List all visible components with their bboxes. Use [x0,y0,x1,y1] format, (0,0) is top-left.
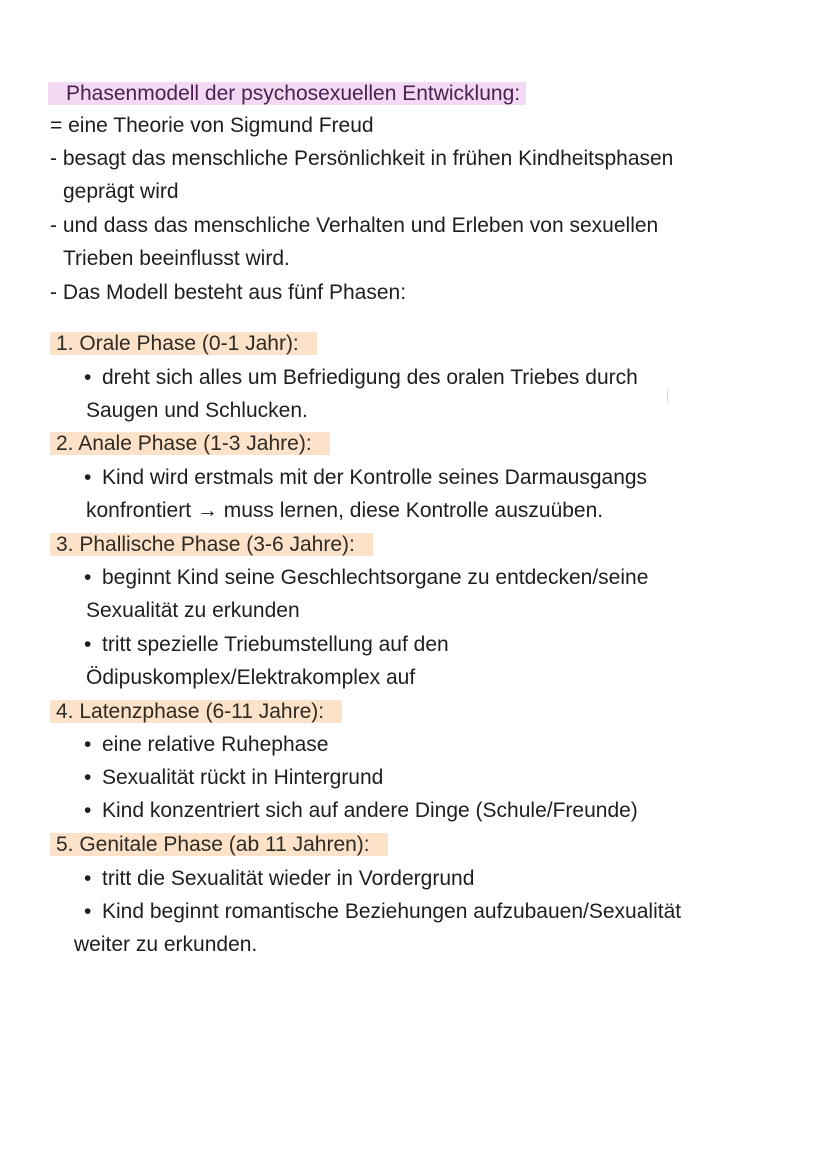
phase-bullet [84,631,449,659]
phase-heading-line [50,430,330,458]
phase-bullet [84,764,383,792]
bullet-icon: • [84,633,92,656]
bullet-text: eine relative Ruhephase [102,733,329,756]
document-title-line [50,80,526,108]
intro-line: - und dass das menschliche Verhalten und Erleben von sexuellen [50,214,659,237]
bullet-icon: • [84,766,92,789]
bullet-continuation: Saugen und Schlucken. [86,399,308,422]
document-title: Phasenmodell der psychosexuellen Entwicklung: [48,82,526,105]
phase-heading: 2. Anale Phase (1-3 Jahre): [50,432,330,455]
phase-heading: 4. Latenzphase (6-11 Jahre): [50,700,342,723]
phase-bullet [84,564,648,592]
bullet-text: Kind wird erstmals mit der Kontrolle seines Darmausgangs [102,466,648,489]
intro-line: - besagt das menschliche Persönlichkeit in frühen Kindheitsphasen [50,147,674,170]
bullet-text: beginnt Kind seine Geschlechtsorgane zu entdecken/seine [102,566,649,589]
phase-bullet [84,364,638,392]
bullet-icon: • [84,366,92,389]
bullet-continuation: Sexualität zu erkunden [86,599,300,622]
bullet-icon: • [84,867,92,890]
phase-heading-line [50,531,373,559]
bullet-icon: • [84,799,92,822]
bullet-icon: • [84,566,92,589]
intro-line: Trieben beeinflusst wird. [63,247,290,270]
phase-heading: 1. Orale Phase (0-1 Jahr): [50,332,317,355]
bullet-text: tritt die Sexualität wieder in Vordergrund [102,867,475,890]
intro-line: geprägt wird [63,180,179,203]
phase-bullet [84,865,474,893]
bullet-text: dreht sich alles um Befriedigung des oralen Triebes durch [102,366,638,389]
phase-heading-line [50,831,388,859]
phase-heading: 3. Phallische Phase (3-6 Jahre): [50,533,373,556]
bullet-icon: • [84,466,92,489]
intro-line: = eine Theorie von Sigmund Freud [50,114,374,137]
phase-bullet [84,464,647,492]
text-cursor [667,389,668,403]
phase-bullet [84,898,681,926]
phase-bullet [84,797,638,825]
bullet-text: Kind beginnt romantische Beziehungen aufzubauen/Sexualität [102,900,682,923]
bullet-text: tritt spezielle Triebumstellung auf den [102,633,449,656]
phase-bullet [84,731,329,759]
bullet-icon: • [84,733,92,756]
intro-line: - Das Modell besteht aus fünf Phasen: [50,281,407,304]
bullet-icon: • [84,900,92,923]
phase-heading-line [50,330,317,358]
bullet-text: Kind konzentriert sich auf andere Dinge (Schule/Freunde) [102,799,638,822]
phase-heading: 5. Genitale Phase (ab 11 Jahren): [50,833,388,856]
bullet-continuation: Ödipuskomplex/Elektrakomplex auf [86,666,416,689]
bullet-continuation: weiter zu erkunden. [74,933,258,956]
bullet-text: Sexualität rückt in Hintergrund [102,766,384,789]
bullet-continuation: konfrontiert → muss lernen, diese Kontrolle auszuüben. [86,499,604,522]
phase-heading-line [50,698,342,726]
